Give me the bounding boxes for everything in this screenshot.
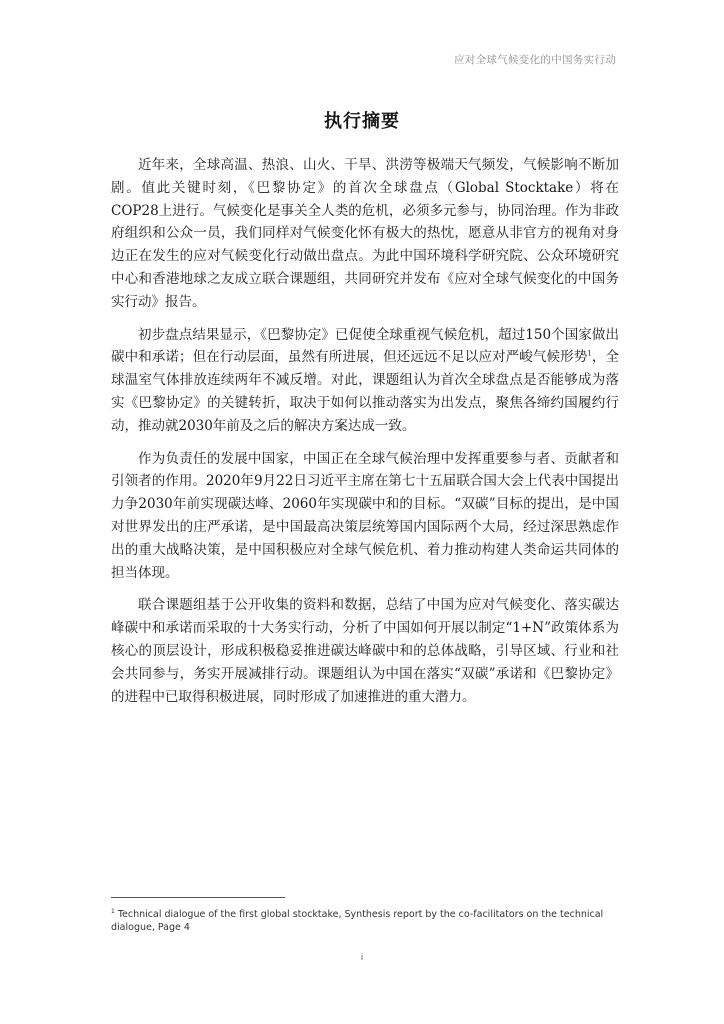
page-title: 执行摘要 [324, 111, 400, 132]
paragraph-3-text: 作为负责任的发展中国家，中国正在全球气候治理中发挥重要参与者、贡献者和引领者的作用。2020年9月22日习近平主席在第七十五届联合国大会上代表中国提出力争2030年前实现碳达峰、2060年实现碳中和的目标。“双碳”目标的提出，是中国对世界发出的庄严承诺，是中国最高决策层统筹国内国际两个大局，经过深思熟虑作出的重大战略决策，是中国积极应对全球气候危机、着力推动构建人类命运共同体的担当体现。 [111, 450, 619, 581]
footnote-divider [111, 897, 285, 898]
footnote-reference[interactable]: 1 [587, 349, 592, 358]
paragraph-4 [111, 594, 619, 708]
footnote-text: Technical dialogue of the first global stocktake, Synthesis report by the co-facilitators on the technical dialogue, Page 4 [111, 909, 604, 933]
paragraph-1 [111, 154, 619, 314]
paragraph-2-text-b: ，全球温室气体排放连续两年不减反增。对此，课题组认为首次全球盘点是否能够成为落实《巴黎协定》的关键转折，取决于如何以推动落实为出发点，聚焦各缔约国履约行动，推动就2030年前及之后的解决方案达成一致。 [111, 349, 619, 434]
running-header: 应对全球气候变化的中国务实行动 [454, 54, 616, 66]
paragraph-2-text-a: 初步盘点结果显示，《巴黎协定》已促使全球重视气候危机，超过150个国家做出碳中和承诺；但在行动层面，虽然有所进展，但还远远不足以应对严峻气候形势 [111, 326, 619, 366]
body-text [111, 154, 619, 718]
paragraph-3 [111, 448, 619, 585]
page-number: i [360, 953, 364, 963]
paragraph-1-text: 近年来，全球高温、热浪、山火、干旱、洪涝等极端天气频发，气候影响不断加剧。值此关键时刻，《巴黎协定》的首次全球盘点（Global Stocktake）将在COP28上进行。气候变化是事关全人类的危机，必须多元参与，协同治理。作为非政府组织和公众一员，我们同样对气候变化怀有极大的热忱，愿意从非官方的视角对身边正在发生的应对气候变化行动做出盘点。为此中国环境科学研究院、公众环境研究中心和香港地球之友成立联合课题组，共同研究并发布《应对全球气候变化的中国务实行动》报告。 [111, 157, 619, 310]
paragraph-4-text: 联合课题组基于公开收集的资料和数据，总结了中国为应对气候变化、落实碳达峰碳中和承诺而采取的十大务实行动，分析了中国如何开展以制定“1+N”政策体系为核心的顶层设计，形成积极稳妥推进碳达峰碳中和的总体战略，引导区域、行业和社会共同参与，务实开展减排行动。课题组认为中国在落实“双碳”承诺和《巴黎协定》的进程中已取得积极进展，同时形成了加速推进的重大潜力。 [111, 597, 619, 705]
footnote [111, 908, 611, 934]
footnote-marker: 1 [111, 907, 115, 915]
paragraph-2 [111, 324, 619, 438]
